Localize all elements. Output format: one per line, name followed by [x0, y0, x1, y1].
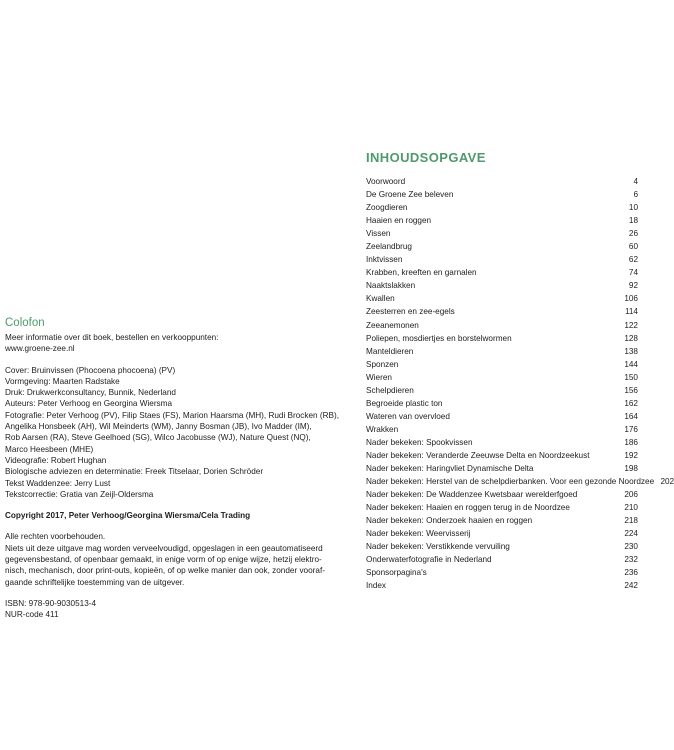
credit-line: Cover: Bruinvissen (Phocoena phocoena) (PV)	[5, 365, 176, 375]
toc-entry-label: Haaien en roggen	[366, 216, 432, 226]
toc-entry	[366, 279, 638, 292]
toc-entry	[366, 240, 638, 253]
toc-entry	[366, 201, 638, 214]
credit-line: Tekstcorrectie: Gratia van Zeijl-Oldersma	[5, 489, 154, 499]
toc-entry	[366, 305, 638, 318]
toc-entry-page: 218	[624, 516, 638, 526]
toc-entry-label: De Groene Zee beleven	[366, 190, 454, 200]
toc-entry	[366, 292, 638, 305]
toc-entry-label: Zeelandbrug	[366, 242, 412, 252]
toc-entry-label: Nader bekeken: Haringvliet Dynamische Delta	[366, 464, 534, 474]
nur-code-line: NUR-code 411	[5, 610, 59, 620]
toc-entry	[366, 475, 674, 488]
toc-entry-page: 198	[624, 464, 638, 474]
credit-line: Tekst Waddenzee: Jerry Lust	[5, 478, 111, 488]
toc-entry	[366, 397, 638, 410]
toc-entry-label: Nader bekeken: De Waddenzee Kwetsbaar werelderfgoed	[366, 490, 578, 500]
table-of-contents	[366, 150, 674, 593]
toc-title: INHOUDSOPGAVE	[366, 150, 486, 165]
toc-entry-page: 18	[628, 216, 638, 226]
toc-entry-label: Zeeanemonen	[366, 320, 419, 330]
toc-entry	[366, 579, 638, 592]
toc-entry-page: 26	[628, 229, 638, 239]
toc-entry	[366, 423, 638, 436]
toc-entry-label: Onderwaterfotografie in Nederland	[366, 555, 492, 565]
toc-entry-page: 176	[624, 424, 638, 434]
toc-entry-page: 224	[624, 529, 638, 539]
rights-line: gaande schriftelijke toestemming van de uitgever.	[5, 577, 185, 587]
toc-entry-label: Voorwoord	[366, 177, 406, 186]
toc-entry-page: 202	[660, 477, 674, 487]
toc-entry-page: 192	[624, 450, 638, 460]
toc-entry	[366, 319, 638, 332]
credit-line: Auteurs: Peter Verhoog en Georgina Wiersma	[5, 399, 173, 409]
credit-line: Videografie: Robert Hughan	[5, 455, 107, 465]
toc-entry-label: Wateren van overvloed	[366, 411, 450, 421]
toc-entry-label: Naaktslakken	[366, 281, 416, 291]
toc-entry	[366, 566, 638, 579]
toc-entry	[366, 332, 638, 345]
toc-entry-page: 230	[624, 542, 638, 552]
toc-entry-page: 60	[628, 242, 638, 252]
credit-line: Biologische adviezen en determinatie: Freek Titselaar, Dorien Schröder	[5, 467, 264, 477]
toc-entry	[366, 540, 638, 553]
toc-entry-label: Nader bekeken: Weervisserij	[366, 529, 471, 539]
toc-entry	[366, 527, 638, 540]
toc-entry-page: 6	[633, 190, 638, 200]
toc-entry	[366, 501, 638, 514]
toc-entry-label: Index	[366, 581, 387, 591]
toc-entry	[366, 436, 638, 449]
toc-entry-page: 144	[624, 359, 638, 369]
toc-entry-label: Wrakken	[366, 424, 399, 434]
toc-entry-page: 106	[624, 294, 638, 304]
toc-entry	[366, 266, 638, 279]
rights-line: nisch, mechanisch, door print-outs, kopieën, of op welke manier dan ook, zonder vooraf-	[5, 566, 325, 576]
toc-entry	[366, 253, 638, 266]
toc-entry	[366, 384, 638, 397]
toc-entry-page: 4	[633, 177, 638, 186]
credit-line: Rob Aarsen (RA), Steve Geelhoed (SG), Wilco Jacobusse (WJ), Nature Quest (NQ),	[5, 433, 311, 443]
toc-entry-label: Inktvissen	[366, 255, 403, 265]
toc-entry	[366, 371, 638, 384]
toc-entry-label: Nader bekeken: Veranderde Zeeuwse Delta en Noordzeekust	[366, 450, 590, 460]
toc-entry-page: 128	[624, 333, 638, 343]
isbn-line: ISBN: 978-90-9030513-4	[5, 598, 97, 608]
toc-entry-label: Zoogdieren	[366, 203, 408, 213]
toc-entry	[366, 188, 638, 201]
toc-entry-label: Manteldieren	[366, 346, 414, 356]
toc-entry-label: Nader bekeken: Onderzoek haaien en roggen	[366, 516, 533, 526]
rights-line: Niets uit deze uitgave mag worden verveelvoudigd, opgeslagen in een geautomatiseerd	[5, 543, 323, 553]
credit-line: Fotografie: Peter Verhoog (PV), Filip Staes (FS), Marion Haarsma (MH), Rudi Brocken (RB),	[5, 410, 339, 420]
colofon-rights	[5, 531, 325, 587]
toc-entry	[366, 227, 638, 240]
toc-entry	[366, 488, 638, 501]
toc-entry-page: 156	[624, 385, 638, 395]
info-line: Meer informatie over dit boek, bestellen en verkooppunten:	[5, 333, 219, 342]
toc-entry	[366, 553, 638, 566]
toc-entry-page: 122	[624, 320, 638, 330]
toc-entry-label: Poliepen, mosdiertjes en borstelwormen	[366, 333, 512, 343]
credit-line: Marco Heesbeen (MHE)	[5, 444, 94, 454]
toc-entry	[366, 358, 638, 371]
toc-entry-page: 114	[624, 307, 638, 317]
toc-entry-label: Sponsorpagina's	[366, 568, 427, 578]
toc-entry-page: 62	[628, 255, 638, 265]
credit-line: Vormgeving: Maarten Radstake	[5, 376, 120, 386]
toc-entry-label: Wieren	[366, 372, 392, 382]
toc-entry-label: Nader bekeken: Spookvissen	[366, 437, 473, 447]
toc-entry-label: Vissen	[366, 229, 391, 239]
toc-entry-page: 236	[624, 568, 638, 578]
toc-entry-page: 210	[624, 503, 638, 513]
toc-entry-page: 186	[624, 437, 638, 447]
credit-line: Angelika Honsbeek (AH), Wil Meinderts (WM), Janny Bosman (JB), Ivo Madder (IM),	[5, 422, 312, 432]
toc-entry	[366, 410, 638, 423]
rights-line: Alle rechten voorbehouden.	[5, 532, 106, 542]
toc-entry-page: 242	[624, 581, 638, 591]
colofon-isbn	[5, 598, 305, 621]
colofon-info	[5, 332, 305, 355]
toc-entry	[366, 345, 638, 358]
toc-entry-page: 10	[628, 203, 638, 213]
website-link[interactable]: www.groene-zee.nl	[5, 344, 75, 354]
toc-entry	[366, 462, 638, 475]
rights-line: gegevensbestand, of openbaar gemaakt, in enige vorm of op enige wijze, hetzij elektro-	[5, 555, 322, 565]
credit-line: Druk: Drukwerkconsultancy, Bunnik, Nederland	[5, 388, 176, 398]
toc-entry-label: Nader bekeken: Verstikkende vervuiling	[366, 542, 510, 552]
toc-entry	[366, 449, 638, 462]
toc-entry-label: Schelpdieren	[366, 385, 414, 395]
toc-entry-label: Zeesterren en zee-egels	[366, 307, 455, 317]
toc-entry-page: 162	[624, 398, 638, 408]
colofon-section	[5, 316, 339, 621]
toc-entry-page: 164	[624, 411, 638, 421]
toc-entry-page: 150	[624, 372, 638, 382]
toc-entry-label: Nader bekeken: Haaien en roggen terug in de Noordzee	[366, 503, 570, 513]
toc-entry-label: Kwallen	[366, 294, 395, 304]
toc-entry-page: 138	[624, 346, 638, 356]
copyright-line: Copyright 2017, Peter Verhoog/Georgina Wiersma/Cela Trading	[5, 511, 251, 521]
toc-list	[366, 175, 674, 593]
colofon-heading: Colofon	[5, 317, 45, 329]
toc-entry	[366, 175, 638, 188]
toc-entry-label: Begroeide plastic ton	[366, 398, 443, 408]
toc-entry-page: 92	[628, 281, 638, 291]
toc-entry	[366, 514, 638, 527]
toc-entry-label: Nader bekeken: Herstel van de schelpdierbanken. Voor een gezonde Noordzee	[366, 477, 655, 487]
toc-entry-page: 206	[624, 490, 638, 500]
toc-entry-page: 232	[624, 555, 638, 565]
colofon-credits	[5, 365, 339, 501]
toc-entry-label: Krabben, kreeften en garnalen	[366, 268, 477, 278]
toc-entry	[366, 214, 638, 227]
toc-entry-page: 74	[628, 268, 638, 278]
toc-entry-label: Sponzen	[366, 359, 399, 369]
